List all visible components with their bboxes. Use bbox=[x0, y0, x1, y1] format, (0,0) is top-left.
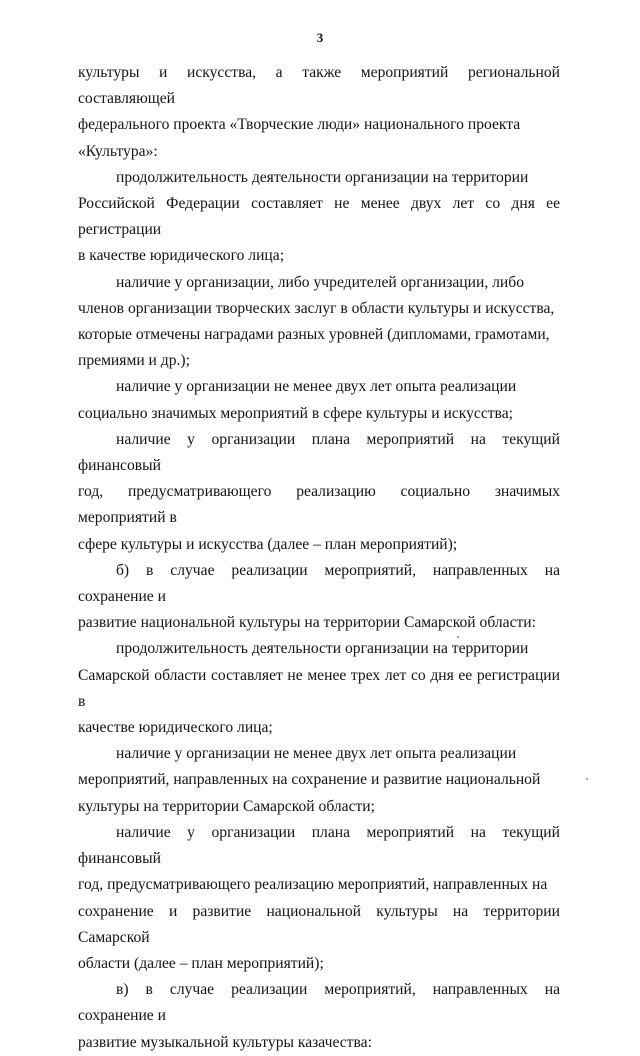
paragraph-experience-national: наличие у организации не менее двух лет опыта реализации мероприятий, направленных на сохранение и развитие национальной культуры на территории Самарской области; bbox=[78, 745, 541, 815]
paragraph-experience-social: наличие у организации не менее двух лет опыта реализации социально значимых мероприятий в сфере культуры и искусства; bbox=[78, 378, 517, 422]
document-body bbox=[78, 60, 560, 1056]
scan-speck bbox=[457, 636, 459, 638]
paragraph-creative-merits: наличие у организации, либо учредителей организации, либо членов организации творческих заслуг в области культуры и искусства, которые отмечены наградами разных уровней (дипломами, грамотами, премиями и др.); bbox=[78, 273, 555, 370]
paragraph-intro: культуры и искусства, а также мероприятий региональной составляющей федерального проекта «Творческие люди» национального проекта «Культура»: bbox=[78, 64, 560, 160]
paragraph-item-b: б) в случае реализации мероприятий, направленных на сохранение и развитие национальной культуры на территории Самарской области: bbox=[78, 561, 560, 632]
paragraph-item-v: в) в случае реализации мероприятий, направленных на сохранение и развитие музыкальной культуры казачества: bbox=[78, 981, 560, 1051]
scan-speck bbox=[586, 778, 588, 780]
paragraph-plan-social: наличие у организации плана мероприятий на текущий финансовый год, предусматривающего реализацию социально значимых мероприятий в сфере культуры и искусства (далее – план мероприятий); bbox=[78, 430, 560, 553]
paragraph-plan-national: наличие у организации плана мероприятий на текущий финансовый год, предусматривающего реализацию мероприятий, направленных на сохранение и развитие национальной культуры на территории Самарской области (далее – план мероприятий); bbox=[78, 823, 560, 972]
page-number: 3 bbox=[316, 30, 324, 45]
paragraph-duration-rf: продолжительность деятельности организации на территории Российской Федерации составляет не менее двух лет со дня ее регистрации в качестве юридического лица; bbox=[78, 168, 560, 265]
paragraph-duration-samara: продолжительность деятельности организации на территории Самарской области составляет не менее трех лет со дня ее регистрации в качестве юридического лица; bbox=[78, 640, 560, 737]
